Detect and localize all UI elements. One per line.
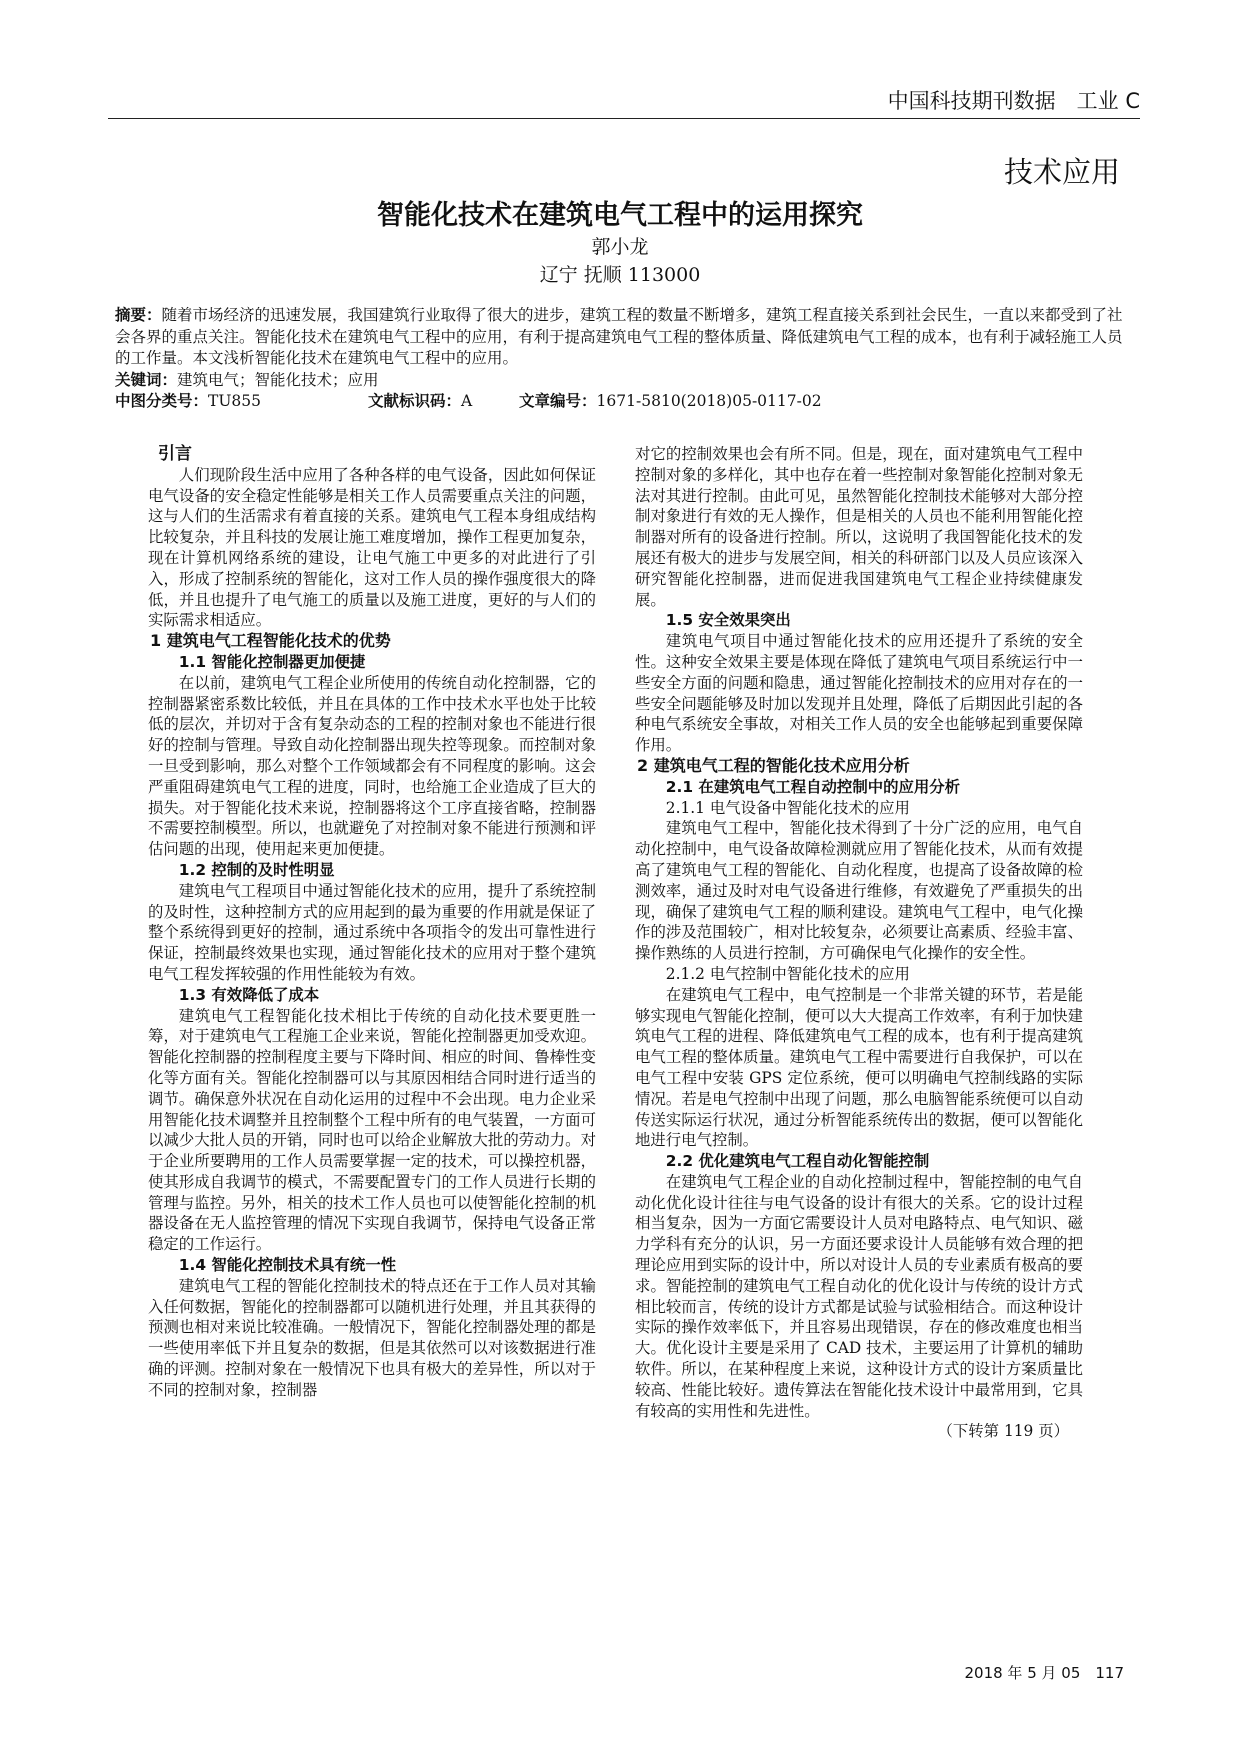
subsection-heading: 1.4 智能化控制技术具有统一性 bbox=[178, 1256, 397, 1275]
running-header bbox=[108, 86, 1140, 119]
subsubsection-heading: 2.1.2 电气控制中智能化技术的应用 bbox=[665, 964, 910, 983]
paragraph: 建筑电气项目中通过智能化技术的应用还提升了系统的安全性。这种安全效果主要是体现在降低了建筑电气项目系统运行中一些安全方面的问题和隐患，通过智能化控制技术的应用对存在的一些安全问题能够及时加以发现并且处理，降低了后期因此引起的各种电气系统安全事故，对相关工作人员的安全也能够起到重要保障作用。 bbox=[635, 632, 1083, 755]
paragraph: 人们现阶段生活中应用了各种各样的电气设备，因此如何保证电气设备的安全稳定性能够是相关工作人员需要重点关注的问题，这与人们的生活需求有着直接的关系。建筑电气工程本身组成结构比较复杂，并且科技的发展让施工难度增加，操作工程更加复杂，现在计算机网络系统的建设，让电气施工中更多的对此进行了引入，形成了控制系统的智能化，这对工作人员的操作强度很大的降低，并且也提升了电气施工的质量以及施工进度，更好的与人们的实际需求相适应。 bbox=[148, 465, 596, 630]
paragraph: 在建筑电气工程企业的自动化控制过程中，智能控制的电气自动化优化设计往往与电气设备的设计有很大的关系。它的设计过程相当复杂，因为一方面它需要设计人员对电路特点、电气知识、磁力学科有充分的认识，另一方面还要求设计人员能够有效合理的把理论应用到实际的设计中，所以对设计人员的专业素质有极高的要求。智能控制的建筑电气工程自动化的优化设计与传统的设计方式相比较而言，传统的设计方式都是试验与试验相结合。而这种设计实际的操作效率低下，并且容易出现错误，存在的修改难度也相当大。优化设计主要是采用了 CAD 技术，主要运用了计算机的辅助软件。所以，在某种程度上来说，这种设计方式的设计方案质量比较高、性能比较好。遗传算法在智能化技术设计中最常用到，它具有较高的实用性和先进性。 bbox=[635, 1172, 1083, 1420]
subsection-heading: 1.1 智能化控制器更加便捷 bbox=[178, 652, 366, 671]
paragraph: 在建筑电气工程中，电气控制是一个非常关键的环节，若是能够实现电气智能化控制，便可以大大提高工作效率，有利于加快建筑电气工程的进程、降低建筑电气工程的成本，也有利于提高建筑电气工程的整体质量。建筑电气工程中需要进行自我保护，可以在电气工程中安装 GPS 定位系统，便可以明确电气控制线路的实际情况。若是电气控制中出现了问题，那么电脑智能系统便可以自动传送实际运行状况，通过分析智能系统传出的数据，便可以智能化地进行电气控制。 bbox=[635, 985, 1083, 1150]
paragraph: 在以前，建筑电气工程企业所使用的传统自动化控制器，它的控制器紧密系数比较低，并且在具体的工作中技术水平也处于比较低的层次，并切对于含有复杂动态的工程的控制对象也不能进行很好的控制与管理。导致自动化控制器出现失控等现象。而控制对象一旦受到影响，那么对整个工作领域都会有不同程度的影响。这会严重阻碍建筑电气工程的进度，同时，也给施工企业造成了巨大的损失。对于智能化技术来说，控制器将这个工序直接省略，控制器不需要控制模型。所以，也就避免了对控制对象不能进行预测和评估问题的出现，使用起来更加便捷。 bbox=[148, 673, 596, 859]
subsection-heading: 1.3 有效降低了成本 bbox=[178, 985, 320, 1004]
left-column bbox=[148, 444, 596, 1401]
classification-line: 中图分类号： TU855 文献标识码： A 文章编号： 1671-5810(2018)05-0117-02 bbox=[115, 392, 822, 410]
subsection-heading: 2.2 优化建筑电气工程自动化智能控制 bbox=[665, 1152, 930, 1171]
abstract-block bbox=[115, 305, 1128, 413]
subsection-heading: 1.5 安全效果突出 bbox=[665, 611, 791, 630]
right-column bbox=[635, 444, 1083, 1442]
continued-note: （下转第 119 页） bbox=[937, 1422, 1069, 1441]
subsection-heading: 1.2 控制的及时性明显 bbox=[178, 860, 335, 879]
author: 郭小龙 bbox=[591, 236, 649, 258]
abstract: 摘要：随着市场经济的迅速发展，我国建筑行业取得了很大的进步，建筑工程的数量不断增多，建筑工程直接关系到社会民生，一直以来都受到了社会各界的重点关注。智能化技术在建筑电气工程中的应用，有利于提高建筑电气工程的整体质量、降低建筑电气工程的成本，也有利于减轻施工人员的工作量。本文浅析智能化技术在建筑电气工程中的应用。 bbox=[115, 306, 1123, 367]
page-footer: 2018 年 5 月 05 117 bbox=[964, 1664, 1124, 1682]
section-tag: 技术应用 bbox=[1003, 155, 1120, 189]
paper-title: 智能化技术在建筑电气工程中的运用探究 bbox=[377, 200, 863, 231]
keywords: 关键词：建筑电气；智能化技术；应用 bbox=[115, 370, 379, 389]
subsection-heading: 2.1 在建筑电气工程自动控制中的应用分析 bbox=[665, 777, 961, 796]
paragraph: 建筑电气工程智能化技术相比于传统的自动化技术要更胜一筹，对于建筑电气工程施工企业来说，智能化控制器更加受欢迎。智能化控制器的控制程度主要与下降时间、相应的时间、鲁棒性变化等方面有关。智能化控制器可以与其原因相结合同时进行适当的调节。确保意外状况在自动化运用的过程中不会出现。电力企业采用智能化技术调整并且控制整个工程中所有的电气装置，一方面可以减少大批人员的开销，同时也可以给企业解放大批的劳动力。对于企业所要聘用的工作人员需要掌握一定的技术，可以操控机器，使其形成自我调节的模式，不需要配置专门的工作人员进行长期的管理与监控。另外，相关的技术工作人员也可以使智能化控制的机器设备在无人监控管理的情况下实现自我调节，保持电气设备正常稳定的工作运行。 bbox=[148, 1006, 596, 1254]
paragraph: 对它的控制效果也会有所不同。但是，现在，面对建筑电气工程中控制对象的多样化，其中也存在着一些控制对象智能化控制对象无法对其进行控制。由此可见，虽然智能化控制技术能够对大部分控制对象进行有效的无人操作，但是相关的人员也不能利用智能化控制器对所有的设备进行控制。所以，这说明了我国智能化技术的发展还有极大的进步与发展空间，相关的科研部门以及人员应该深入研究智能化控制器，进而促进我国建筑电气工程企业持续健康发展。 bbox=[635, 445, 1083, 609]
section-heading: 1 建筑电气工程智能化技术的优势 bbox=[150, 631, 391, 651]
affiliation: 辽宁 抚顺 113000 bbox=[539, 264, 701, 286]
paragraph: 建筑电气工程的智能化控制技术的特点还在于工作人员对其输入任何数据，智能化的控制器都可以随机进行处理，并且其获得的预测也相对来说比较准确。一般情况下，智能化控制器处理的都是一些使用率低下并且复杂的数据，但是其依然可以对该数据进行准确的评测。控制对象在一般情况下也具有极大的差异性，所以对于不同的控制对象，控制器 bbox=[148, 1276, 596, 1399]
section-heading: 2 建筑电气工程的智能化技术应用分析 bbox=[637, 755, 910, 775]
subsubsection-heading: 2.1.1 电气设备中智能化技术的应用 bbox=[665, 798, 910, 817]
paragraph: 建筑电气工程项目中通过智能化技术的应用，提升了系统控制的及时性，这种控制方式的应用起到的最为重要的作用就是保证了整个系统得到更好的控制，通过系统中各项指令的发出可靠性进行保证，控制最终效果也实现，通过智能化技术的应用对于整个建筑电气工程发挥较强的作用性能较为有效。 bbox=[148, 881, 596, 983]
intro-heading: 引言 bbox=[158, 444, 192, 464]
journal-name: 中国科技期刊数据 工业 C bbox=[887, 89, 1140, 113]
paragraph: 建筑电气工程中，智能化技术得到了十分广泛的应用，电气自动化控制中，电气设备故障检测就应用了智能化技术，从而有效提高了建筑电气工程的智能化、自动化程度，也提高了设备故障的检测效率，通过及时对电气设备进行维修，有效避免了严重损失的出现，确保了建筑电气工程的顺利建设。建筑电气工程中，电气化操作的涉及范围较广，相对比较复杂，必须要让高素质、经验丰富、操作熟练的人员进行控制，方可确保电气化操作的安全性。 bbox=[635, 819, 1083, 963]
